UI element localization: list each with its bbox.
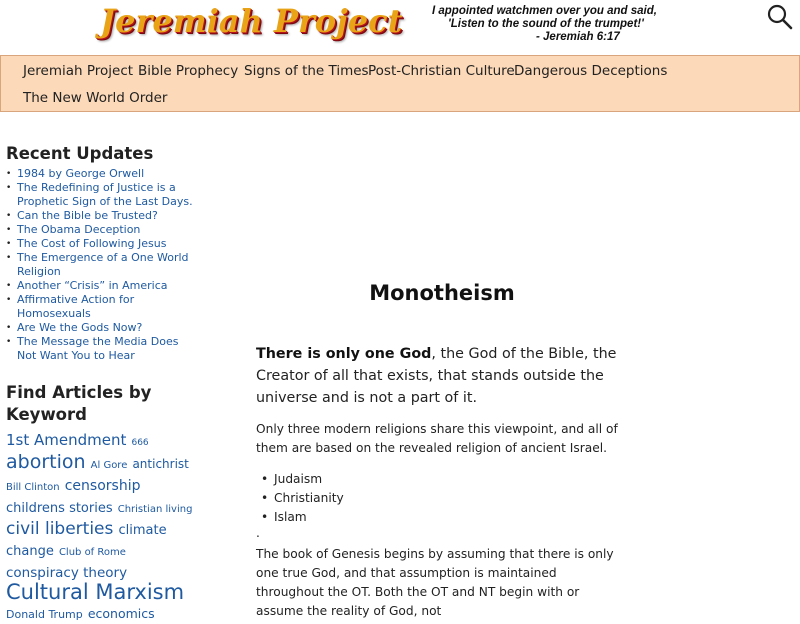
- keyword-tag[interactable]: childrens stories: [6, 501, 113, 516]
- keyword-tag[interactable]: 1st Amendment: [6, 431, 127, 449]
- lead-rest: , the God of the Bible, the Creator of all that exists, that stands outside the universe and is not a part of it.: [256, 346, 617, 406]
- update-list-item: [6, 335, 196, 363]
- keyword-tag-cloud: [6, 430, 196, 624]
- nav-item-new-world-order[interactable]: The New World Order: [23, 90, 168, 106]
- keyword-tag[interactable]: civil liberties: [6, 519, 114, 539]
- update-list-item: [6, 209, 196, 223]
- update-list-item: [6, 321, 196, 335]
- keyword-tag[interactable]: Club of Rome: [58, 547, 126, 558]
- keyword-tag[interactable]: 666: [131, 438, 149, 448]
- nav-item-post-christian-culture[interactable]: Post-Christian Culture: [368, 63, 515, 79]
- keyword-tag[interactable]: Bill Clinton: [6, 482, 60, 493]
- update-list-item: [6, 181, 196, 209]
- paragraph-religions: Only three modern religions share this viewpoint, and all of them are based on the revealed religion of ancient Israel.: [256, 422, 618, 455]
- keyword-tag[interactable]: Christian living: [117, 504, 193, 515]
- keyword-tag[interactable]: climate change: [6, 523, 167, 559]
- recent-updates-heading: Recent Updates: [6, 144, 154, 163]
- keyword-tag[interactable]: economics: [87, 606, 155, 621]
- keyword-tag[interactable]: abortion: [6, 451, 86, 473]
- quote-line-1: I appointed watchmen over you and said,: [432, 5, 657, 17]
- update-link[interactable]: The Redefining of Justice is a Prophetic Sign of the Last Days.: [17, 181, 193, 208]
- nav-item-bible-prophecy[interactable]: Bible Prophecy: [138, 63, 239, 79]
- site-header: [0, 0, 800, 55]
- keyword-tag[interactable]: censorship: [64, 478, 141, 494]
- site-logo[interactable]: Jeremiah Project: [100, 2, 403, 40]
- header-quote: [432, 5, 657, 44]
- update-list-item: [6, 237, 196, 251]
- update-link[interactable]: Can the Bible be Trusted?: [17, 209, 158, 222]
- update-list-item: [6, 251, 196, 279]
- update-link[interactable]: The Message the Media Does Not Want You to Hear: [17, 335, 179, 362]
- update-list-item: [6, 279, 196, 293]
- religion-list: [274, 470, 344, 527]
- update-link[interactable]: The Cost of Following Jesus: [17, 237, 167, 250]
- sidebar: [6, 143, 196, 624]
- update-link[interactable]: 1984 by George Orwell: [17, 167, 145, 180]
- religion-item: • Christianity: [274, 489, 344, 508]
- update-link[interactable]: The Emergence of a One World Religion: [17, 251, 189, 278]
- update-link[interactable]: The Obama Deception: [17, 223, 141, 236]
- quote-reference: - Jeremiah 6:17: [536, 31, 620, 43]
- search-button[interactable]: [766, 3, 794, 31]
- keyword-tag[interactable]: Donald Trump: [6, 608, 83, 621]
- keyword-tag[interactable]: Cultural Marxism: [6, 580, 185, 604]
- update-link[interactable]: Affirmative Action for Homosexuals: [17, 293, 135, 320]
- nav-item-signs-of-the-times[interactable]: Signs of the Times: [244, 63, 369, 79]
- lead-paragraph: [256, 343, 628, 409]
- page-title: Monotheism: [369, 281, 515, 305]
- update-link[interactable]: Are We the Gods Now?: [17, 321, 143, 334]
- update-link[interactable]: Another “Crisis” in America: [17, 279, 168, 292]
- keyword-tag[interactable]: conspiracy theory: [6, 565, 128, 581]
- update-list-item: [6, 293, 196, 321]
- paragraph-genesis: The book of Genesis begins by assuming that there is only one true God, and that assumption is maintained throughout the OT. Both the OT and NT begin with or assume the reality of God, not: [256, 547, 614, 618]
- main-nav: [0, 55, 800, 112]
- lead-bold: There is only one God: [256, 346, 432, 362]
- religion-item: • Judaism: [274, 470, 344, 489]
- search-icon: [766, 3, 794, 31]
- stray-period: .: [256, 526, 260, 540]
- quote-line-2: 'Listen to the sound of the trumpet!': [448, 18, 644, 30]
- nav-item-jeremiah-project[interactable]: Jeremiah Project: [23, 63, 134, 79]
- update-list-item: [6, 223, 196, 237]
- religion-item: • Islam: [274, 508, 344, 527]
- nav-item-dangerous-deceptions[interactable]: Dangerous Deceptions: [514, 63, 668, 79]
- find-articles-heading: Find Articles by Keyword: [6, 383, 152, 424]
- keyword-tag[interactable]: antichrist: [132, 457, 189, 471]
- keyword-tag[interactable]: Al Gore: [90, 460, 128, 471]
- update-list-item: [6, 167, 196, 181]
- recent-updates-list: [6, 167, 196, 363]
